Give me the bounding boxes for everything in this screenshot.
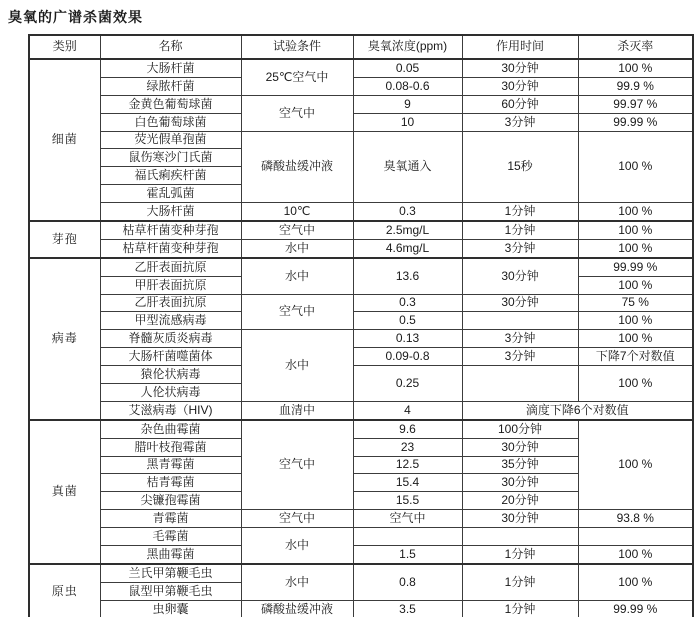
table-cell: 人伦状病毒 xyxy=(100,384,241,402)
table-row xyxy=(29,95,693,113)
table-cell: 甲型流感病毒 xyxy=(100,312,241,330)
table-cell: 0.13 xyxy=(353,330,462,348)
table-cell: 艾滋病毒（HIV) xyxy=(100,401,241,419)
header-row xyxy=(29,35,693,59)
table-cell: 12.5 xyxy=(353,456,462,474)
table-row xyxy=(29,312,693,330)
table-row xyxy=(29,564,693,582)
table-row xyxy=(29,510,693,528)
table-cell: 3分钟 xyxy=(462,239,578,257)
table-cell: 100 % xyxy=(578,366,693,402)
table-cell: 99.9 % xyxy=(578,77,693,95)
table-cell: 荧光假单孢菌 xyxy=(100,131,241,149)
table-row xyxy=(29,113,693,131)
table-cell: 10 xyxy=(353,113,462,131)
table-cell: 枯草杆菌变种芽孢 xyxy=(100,221,241,239)
table-cell: 20分钟 xyxy=(462,492,578,510)
table-cell: 30分钟 xyxy=(462,438,578,456)
page-title: 臭氧的广谱杀菌效果 xyxy=(8,9,143,25)
table-cell: 30分钟 xyxy=(462,59,578,77)
table-cell: 30分钟 xyxy=(462,77,578,95)
table-cell: 100 % xyxy=(578,546,693,564)
column-header-category: 类别 xyxy=(29,35,100,59)
table-cell: 大肠杆菌 xyxy=(100,203,241,221)
table-cell: 0.08-0.6 xyxy=(353,77,462,95)
table-cell: 1.5 xyxy=(353,546,462,564)
table-cell: 大肠杆菌噬菌体 xyxy=(100,348,241,366)
table-cell: 福氏痢疾杆菌 xyxy=(100,167,241,185)
category-cell: 真菌 xyxy=(29,420,100,564)
document-page xyxy=(0,7,696,617)
table-cell: 杂色曲霉菌 xyxy=(100,420,241,438)
table-cell: 水中 xyxy=(241,239,353,257)
table-header xyxy=(29,35,693,59)
table-cell: 3分钟 xyxy=(462,330,578,348)
table-body xyxy=(29,59,693,617)
table-cell: 甲肝表面抗原 xyxy=(100,276,241,294)
column-header-time: 作用时间 xyxy=(462,35,578,59)
table-cell: 虫卵囊 xyxy=(100,600,241,617)
column-header-condition: 试验条件 xyxy=(241,35,353,59)
table-row xyxy=(29,401,693,419)
table-cell: 35分钟 xyxy=(462,456,578,474)
table-row xyxy=(29,59,693,77)
table-cell: 水中 xyxy=(241,258,353,294)
table-cell: 空气中 xyxy=(241,95,353,131)
column-header-name: 名称 xyxy=(100,35,241,59)
table-row xyxy=(29,221,693,239)
category-cell: 细菌 xyxy=(29,59,100,221)
table-cell: 100 % xyxy=(578,312,693,330)
table-cell: 青霉菌 xyxy=(100,510,241,528)
table-cell: 2.5mg/L xyxy=(353,221,462,239)
table-cell: 白色葡萄球菌 xyxy=(100,113,241,131)
category-cell: 病毒 xyxy=(29,258,100,420)
table-cell: 1分钟 xyxy=(462,600,578,617)
table-cell: 100 % xyxy=(578,131,693,203)
table-cell: 臭氧通入 xyxy=(353,131,462,203)
category-cell: 芽孢 xyxy=(29,221,100,258)
table-cell: 100分钟 xyxy=(462,420,578,438)
table-cell: 空气中 xyxy=(241,294,353,330)
table-cell: 100 % xyxy=(578,221,693,239)
table-cell: 滴度下降6个对数值 xyxy=(462,401,693,419)
table-cell: 0.3 xyxy=(353,203,462,221)
table-cell: 100 % xyxy=(578,203,693,221)
table-cell: 23 xyxy=(353,438,462,456)
table-cell: 100 % xyxy=(578,276,693,294)
table-cell: 毛霉菌 xyxy=(100,528,241,546)
table-cell: 100 % xyxy=(578,330,693,348)
table-row xyxy=(29,348,693,366)
table-cell: 13.6 xyxy=(353,258,462,294)
table-cell: 水中 xyxy=(241,330,353,402)
table-cell: 1分钟 xyxy=(462,564,578,600)
table-cell: 10℃ xyxy=(241,203,353,221)
table-cell xyxy=(462,366,578,402)
table-cell: 猿伦状病毒 xyxy=(100,366,241,384)
table-cell: 100 % xyxy=(578,59,693,77)
table-cell: 空气中 xyxy=(241,510,353,528)
table-cell xyxy=(578,528,693,546)
table-row xyxy=(29,330,693,348)
table-row xyxy=(29,258,693,276)
table-cell: 磷酸盐缓冲液 xyxy=(241,131,353,203)
table-cell xyxy=(353,528,462,546)
table-cell: 99.99 % xyxy=(578,113,693,131)
table-cell: 100 % xyxy=(578,564,693,600)
table-cell: 9 xyxy=(353,95,462,113)
table-cell: 30分钟 xyxy=(462,258,578,294)
table-cell: 30分钟 xyxy=(462,510,578,528)
table-cell: 黑曲霉菌 xyxy=(100,546,241,564)
table-cell: 大肠杆菌 xyxy=(100,59,241,77)
table-cell: 脊髓灰质炎病毒 xyxy=(100,330,241,348)
table-cell: 3.5 xyxy=(353,600,462,617)
table-cell xyxy=(462,528,578,546)
table-cell: 金黄色葡萄球菌 xyxy=(100,95,241,113)
table-cell: 枯草杆菌变种芽孢 xyxy=(100,239,241,257)
table-cell: 4 xyxy=(353,401,462,419)
table-cell: 水中 xyxy=(241,564,353,600)
table-cell: 桔青霉菌 xyxy=(100,474,241,492)
column-header-kill-rate: 杀灭率 xyxy=(578,35,693,59)
table-cell: 0.09-0.8 xyxy=(353,348,462,366)
table-cell: 4.6mg/L xyxy=(353,239,462,257)
table-cell: 尖镰孢霉菌 xyxy=(100,492,241,510)
table-cell: 下降7个对数值 xyxy=(578,348,693,366)
table-cell: 100 % xyxy=(578,239,693,257)
table-cell: 1分钟 xyxy=(462,546,578,564)
table-row xyxy=(29,239,693,257)
table-row xyxy=(29,600,693,617)
table-cell: 腊叶枝孢霉菌 xyxy=(100,438,241,456)
table-cell: 水中 xyxy=(241,528,353,564)
table-row xyxy=(29,131,693,149)
category-cell: 原虫 xyxy=(29,564,100,617)
table-cell: 9.6 xyxy=(353,420,462,438)
table-row xyxy=(29,203,693,221)
table-row xyxy=(29,546,693,564)
table-cell: 25℃空气中 xyxy=(241,59,353,95)
table-row xyxy=(29,294,693,312)
table-cell: 99.99 % xyxy=(578,600,693,617)
table-cell: 霍乱弧菌 xyxy=(100,185,241,203)
table-cell: 0.5 xyxy=(353,312,462,330)
table-cell: 空气中 xyxy=(241,221,353,239)
table-cell: 0.8 xyxy=(353,564,462,600)
table-cell: 空气中 xyxy=(241,420,353,510)
table-cell: 鼠型甲第鞭毛虫 xyxy=(100,582,241,600)
table-cell: 60分钟 xyxy=(462,95,578,113)
table-cell: 0.3 xyxy=(353,294,462,312)
table-cell: 93.8 % xyxy=(578,510,693,528)
table-cell: 乙肝表面抗原 xyxy=(100,294,241,312)
table-cell: 空气中 xyxy=(353,510,462,528)
table-cell: 1分钟 xyxy=(462,203,578,221)
table-cell: 3分钟 xyxy=(462,348,578,366)
table-cell: 0.25 xyxy=(353,366,462,402)
table-cell: 30分钟 xyxy=(462,474,578,492)
table-cell: 99.99 % xyxy=(578,258,693,276)
table-cell: 100 % xyxy=(578,420,693,510)
ozone-sterilization-table xyxy=(28,34,694,617)
table-cell: 鼠伤寒沙门氏菌 xyxy=(100,149,241,167)
table-cell: 3分钟 xyxy=(462,113,578,131)
table-cell: 0.05 xyxy=(353,59,462,77)
table-row xyxy=(29,366,693,384)
table-cell: 75 % xyxy=(578,294,693,312)
table-cell: 99.97 % xyxy=(578,95,693,113)
table-cell: 15.5 xyxy=(353,492,462,510)
table-cell: 黑青霉菌 xyxy=(100,456,241,474)
table-cell: 磷酸盐缓冲液 xyxy=(241,600,353,617)
table-cell: 30分钟 xyxy=(462,294,578,312)
table-cell xyxy=(462,312,578,330)
table-cell: 15秒 xyxy=(462,131,578,203)
table-cell: 绿脓杆菌 xyxy=(100,77,241,95)
table-row xyxy=(29,528,693,546)
table-cell: 15.4 xyxy=(353,474,462,492)
table-cell: 1分钟 xyxy=(462,221,578,239)
table-cell: 乙肝表面抗原 xyxy=(100,258,241,276)
column-header-concentration: 臭氧浓度(ppm) xyxy=(353,35,462,59)
table-cell: 兰氏甲第鞭毛虫 xyxy=(100,564,241,582)
table-row xyxy=(29,77,693,95)
table-row xyxy=(29,420,693,438)
table-cell: 血清中 xyxy=(241,401,353,419)
